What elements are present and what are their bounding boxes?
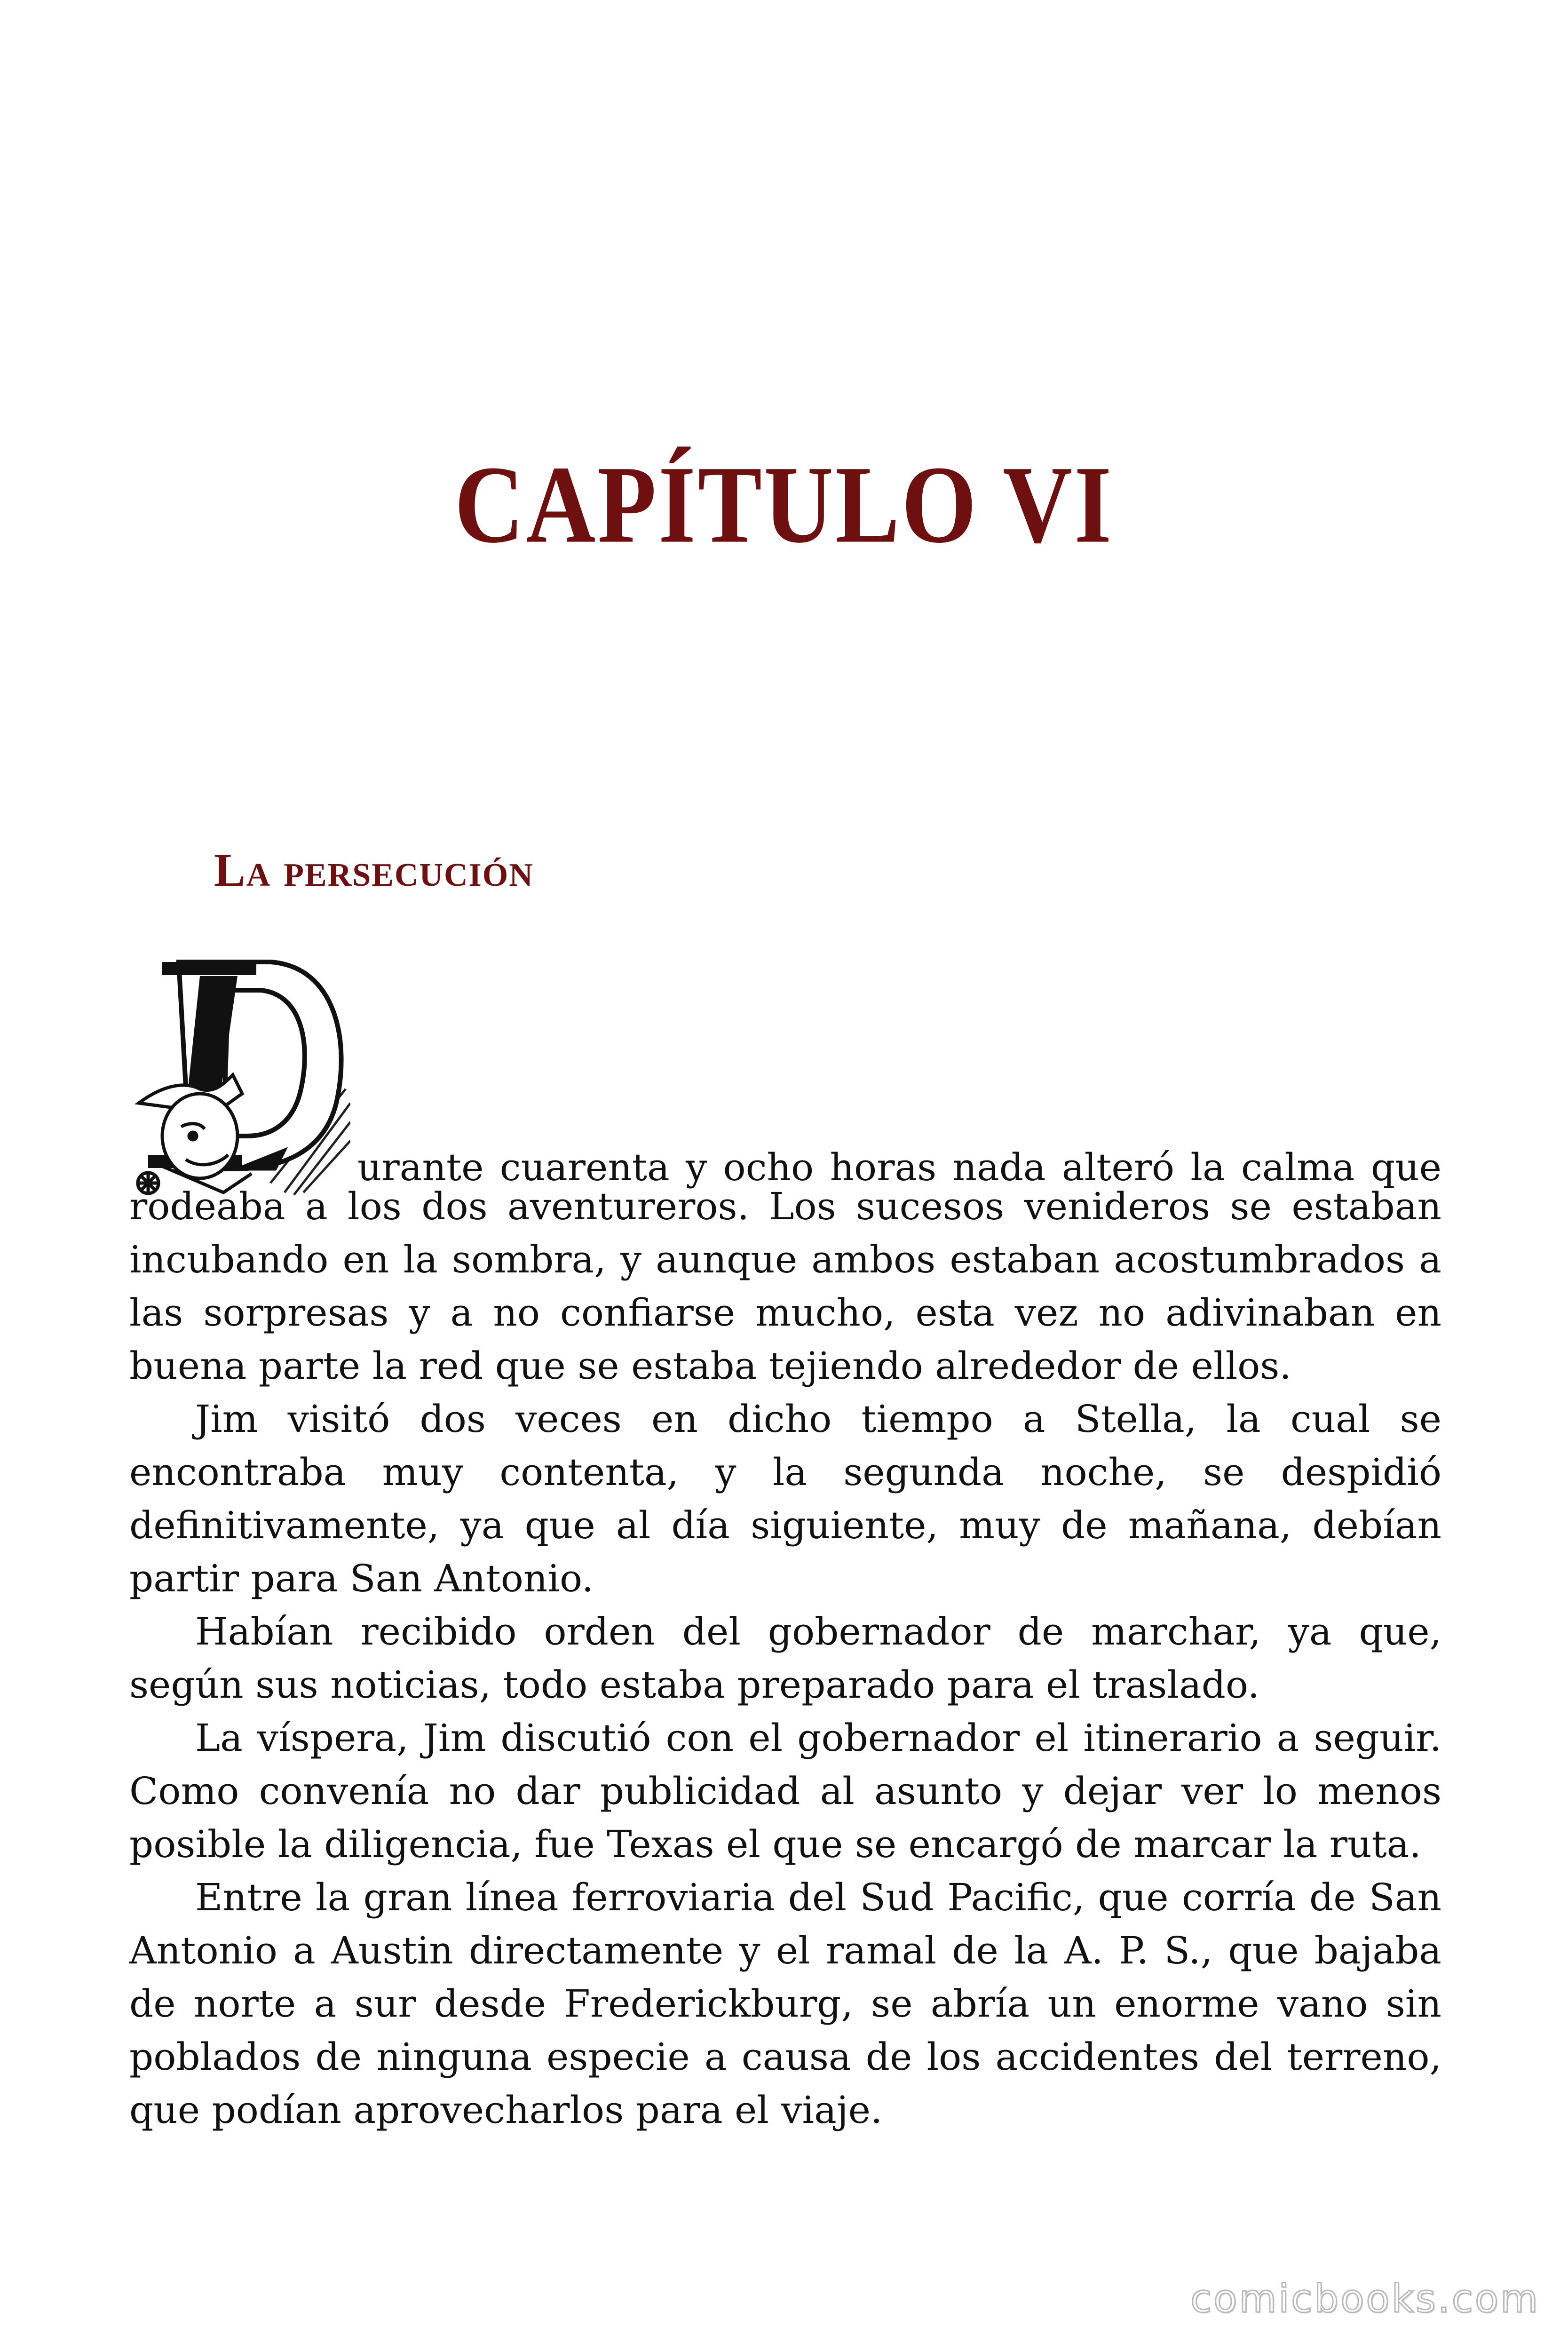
- body-text: [129, 1141, 1441, 2137]
- watermark: comicbooks.com: [1190, 2277, 1540, 2321]
- paragraph-3: Habían recibido orden del gobernador de marchar, ya que, según sus noticias, todo estaba preparado para el traslado.: [129, 1610, 1441, 1707]
- section-heading: La persecución: [214, 844, 534, 896]
- paragraph-4: La víspera, Jim discutió con el gobernador el itinerario a seguir. Como convenía no dar publicidad al asunto y dejar ver lo menos posible la diligencia, fue Texas el que se encargó de marcar la ruta.: [129, 1716, 1441, 1866]
- paragraph-1-first-line: urante cuarenta y ocho horas nada alteró la calma que: [357, 1145, 1441, 1189]
- paragraph-5: Entre la gran línea ferroviaria del Sud Pacific, que corría de San Antonio a Austin directamente y el ramal de la A. P. S., que bajaba de norte a sur desde Frederickburg, se abría un enorme vano sin poblados de ninguna especie a causa de los accidentes del terreno, que podían aprovecharlos para el viaje.: [129, 1875, 1441, 2132]
- paragraph-1-rest: rodeaba a los dos aventureros. Los sucesos venideros se estaban incubando en la sombra, y aunque ambos estaban acostumbrados a las sorpresas y a no confiarse mucho, esta vez no adivinaban en buena parte la red que se estaba tejiendo alrededor de ellos.: [129, 1184, 1441, 1388]
- paragraph-2: Jim visitó dos veces en dicho tiempo a Stella, la cual se encontraba muy contenta, y la segunda noche, se despidió definitivamente, ya que al día siguiente, muy de mañana, debían partir para San Antonio.: [129, 1397, 1441, 1600]
- chapter-title: CAPÍTULO VI: [454, 443, 1114, 566]
- paragraph-1: [129, 1141, 1441, 1392]
